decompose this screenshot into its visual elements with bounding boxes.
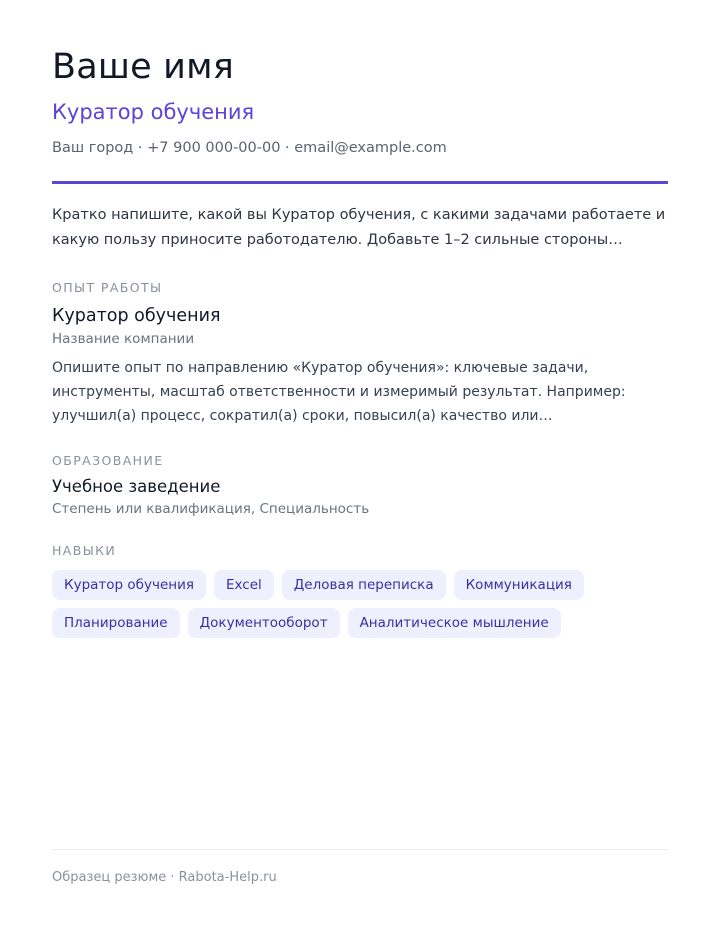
- experience-description: Опишите опыт по направлению «Куратор обучения»: ключевые задачи, инструменты, масштаб ответственности и измеримый результат. Например: улучшил(а) процесс, сократил(а) сроки, повысил(а) качество или…: [52, 360, 626, 424]
- footer-divider: [52, 849, 668, 850]
- summary-text: Кратко напишите, какой вы Куратор обучения, с какими задачами работаете и какую пользу приносите работодателю. Добавьте 1–2 сильные стороны…: [52, 207, 666, 248]
- footer-text: Образец резюме · Rabota-Help.ru: [52, 870, 277, 885]
- skills-section-title: НАВЫКИ: [52, 543, 117, 558]
- job-role: Куратор обучения: [52, 100, 255, 124]
- skill-chip: Документооборот: [188, 608, 340, 638]
- education-institution: Учебное заведение: [52, 477, 221, 496]
- skill-chip: Аналитическое мышление: [348, 608, 561, 638]
- candidate-name: Ваше имя: [52, 47, 234, 87]
- resume-page: [52, 0, 668, 936]
- skill-chip: Excel: [214, 570, 274, 600]
- skill-chip: Деловая переписка: [282, 570, 446, 600]
- education-detail: Степень или квалификация, Специальность: [52, 501, 370, 517]
- experience-company: Название компании: [52, 331, 195, 347]
- contact-line: Ваш город · +7 900 000-00-00 · email@example.com: [52, 140, 447, 156]
- education-section-title: ОБРАЗОВАНИЕ: [52, 453, 164, 468]
- skills-list: [52, 570, 672, 638]
- skill-chip: Планирование: [52, 608, 180, 638]
- skill-chip: Куратор обучения: [52, 570, 206, 600]
- header-divider: [52, 181, 668, 184]
- experience-section-title: ОПЫТ РАБОТЫ: [52, 280, 163, 295]
- skill-chip: Коммуникация: [454, 570, 584, 600]
- experience-job-title: Куратор обучения: [52, 306, 221, 326]
